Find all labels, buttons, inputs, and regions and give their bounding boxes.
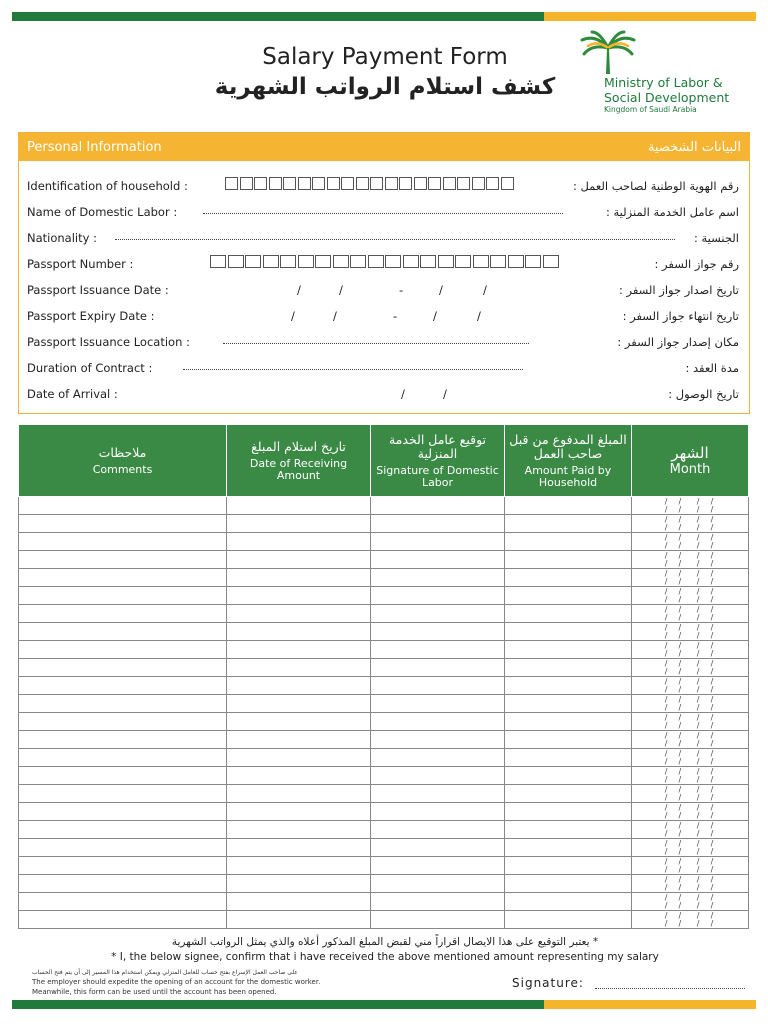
field-passport-location [27,335,739,355]
table-cell[interactable] [505,911,632,929]
table-row [19,821,749,839]
table-cell[interactable] [371,839,505,857]
table-cell[interactable] [19,767,227,785]
table-cell[interactable] [371,569,505,587]
field-label-en: Name of Domestic Labor : [27,205,178,219]
table-cell[interactable] [505,839,632,857]
table-row [19,839,749,857]
table-cell[interactable] [371,731,505,749]
table-cell[interactable] [227,767,371,785]
table-cell[interactable] [19,569,227,587]
month-cell[interactable]: / / / / / / / / [632,821,749,839]
signature-label: Signature: [512,976,584,990]
table-cell[interactable] [19,605,227,623]
bottom-color-bar [12,1000,756,1009]
table-cell[interactable] [505,641,632,659]
table-cell[interactable] [371,641,505,659]
month-cell[interactable]: / / / / / / / / [632,659,749,677]
month-cell[interactable]: / / / / / / / / [632,677,749,695]
table-cell[interactable] [371,785,505,803]
table-cell[interactable] [371,713,505,731]
salary-table [18,424,749,929]
table-row [19,767,749,785]
table-cell[interactable] [227,803,371,821]
table-row [19,551,749,569]
table-cell[interactable] [19,785,227,803]
field-label-en: Passport Expiry Date : [27,309,155,323]
table-cell[interactable] [505,893,632,911]
nationality-line[interactable] [115,239,675,240]
labor-name-line[interactable] [203,213,563,214]
month-cell[interactable]: / / / / / / / / [632,623,749,641]
field-passport-expiry-date: Passport Expiry Date : / / - / / تاريخ انتهاء جواز السفر : [27,309,739,323]
table-row [19,623,749,641]
table-cell[interactable] [19,659,227,677]
table-cell[interactable] [19,803,227,821]
table-cell[interactable] [227,551,371,569]
table-row [19,641,749,659]
table-cell[interactable] [19,623,227,641]
table-cell[interactable] [505,821,632,839]
table-cell[interactable] [505,875,632,893]
table-row [19,515,749,533]
table-cell[interactable] [227,695,371,713]
month-cell[interactable]: / / / / / / / / [632,893,749,911]
table-cell[interactable] [227,659,371,677]
table-cell[interactable] [19,713,227,731]
table-cell[interactable] [227,677,371,695]
field-labor-name [27,205,739,225]
table-row [19,749,749,767]
field-label-ar: اسم عامل الخدمة المنزلية : [605,205,739,219]
field-label-en: Nationality : [27,231,97,245]
table-row [19,713,749,731]
table-cell[interactable] [19,677,227,695]
table-cell[interactable] [371,749,505,767]
table-cell[interactable] [371,587,505,605]
table-cell[interactable] [505,551,632,569]
field-label-ar: رقم الهوية الوطنية لصاحب العمل : [572,179,739,193]
table-cell[interactable] [371,875,505,893]
passport-location-line[interactable] [223,343,529,344]
table-cell[interactable] [227,839,371,857]
month-cell[interactable]: / / / / / / / / [632,695,749,713]
table-row [19,677,749,695]
field-label-ar: مدة العقد : [685,361,739,375]
table-cell[interactable] [19,821,227,839]
contract-duration-line[interactable] [183,369,523,370]
table-cell[interactable] [19,839,227,857]
field-label-ar: تاريخ اصدار جواز السفر : [618,283,739,297]
month-cell[interactable]: / / / / / / / / [632,785,749,803]
table-cell[interactable] [505,767,632,785]
table-row [19,875,749,893]
col-header-month: الشهر Month [632,425,749,497]
table-cell[interactable] [19,533,227,551]
table-cell[interactable] [505,623,632,641]
field-label-en: Passport Issuance Location : [27,335,190,349]
field-household-id [27,179,739,199]
table-cell[interactable] [19,695,227,713]
table-cell[interactable] [505,515,632,533]
month-cell[interactable]: / / / / / / / / [632,749,749,767]
table-cell[interactable] [227,857,371,875]
table-cell[interactable] [505,605,632,623]
col-header-comments: ملاحظات Comments [19,425,227,497]
table-cell[interactable] [19,911,227,929]
table-cell[interactable] [505,497,632,515]
table-cell[interactable] [371,821,505,839]
table-cell[interactable] [19,551,227,569]
small-note-en-2: Meanwhile, this form can be used until the account has been opened. [32,988,277,996]
table-cell[interactable] [505,659,632,677]
month-cell[interactable]: / / / / / / / / [632,713,749,731]
table-cell[interactable] [19,587,227,605]
table-row [19,533,749,551]
table-cell[interactable] [227,875,371,893]
table-row [19,785,749,803]
table-cell[interactable] [371,605,505,623]
personal-info-header [19,133,749,161]
month-cell[interactable]: / / / / / / / / [632,911,749,929]
table-cell[interactable] [371,497,505,515]
table-cell[interactable] [371,893,505,911]
household-id-boxes[interactable] [225,177,515,190]
month-cell[interactable]: / / / / / / / / [632,587,749,605]
table-cell[interactable] [505,587,632,605]
field-label-en: Date of Arrival : [27,387,118,401]
table-cell[interactable] [19,515,227,533]
palm-logo-icon [578,30,638,76]
month-cell[interactable]: / / / / / / / / [632,497,749,515]
page-title-ar: كشف استلام الرواتب الشهرية [214,74,556,100]
table-cell[interactable] [505,785,632,803]
field-passport-number [27,257,739,277]
table-row [19,857,749,875]
table-cell[interactable] [19,641,227,659]
month-cell[interactable]: / / / / / / / / [632,857,749,875]
table-cell[interactable] [19,875,227,893]
table-cell[interactable] [371,857,505,875]
table-row [19,569,749,587]
table-row [19,497,749,515]
table-cell[interactable] [227,605,371,623]
field-label-en: Passport Issuance Date : [27,283,169,297]
table-cell[interactable] [371,695,505,713]
month-cell[interactable]: / / / / / / / / [632,839,749,857]
table-cell[interactable] [227,911,371,929]
month-cell[interactable]: / / / / / / / / [632,605,749,623]
personal-info-title-ar: البيانات الشخصية [647,139,741,155]
month-cell[interactable]: / / / / / / / / [632,533,749,551]
table-cell[interactable] [371,677,505,695]
field-label-ar: الجنسية : [693,231,739,245]
month-cell[interactable]: / / / / / / / / [632,731,749,749]
field-nationality [27,231,739,251]
col-header-amount-paid: المبلغ المدفوع من قبل صاحب العمل Amount Paid by Household [505,425,632,497]
table-cell[interactable] [227,893,371,911]
table-cell[interactable] [227,515,371,533]
table-cell[interactable] [505,731,632,749]
field-date-arrival: Date of Arrival : / / تاريخ الوصول : [27,387,739,401]
table-cell[interactable] [505,533,632,551]
field-label-ar: تاريخ الوصول : [668,387,739,401]
table-row [19,893,749,911]
table-cell[interactable] [505,803,632,821]
small-note-ar: على صاحب العمل الإسراع بفتح حساب للعامل المنزلي ويمكن استخدام هذا المسير إلى أن يتم فتح الحساب [32,969,298,976]
ministry-name: Ministry of Labor & Social Development [604,75,730,105]
page-title-en: Salary Payment Form [262,44,508,70]
kingdom-label: Kingdom of Saudi Arabia [604,105,697,114]
table-row [19,803,749,821]
month-cell[interactable]: / / / / / / / / [632,767,749,785]
table-cell[interactable] [505,713,632,731]
table-cell[interactable] [371,515,505,533]
field-label-ar: مكان إصدار جواز السفر : [617,335,739,349]
table-cell[interactable] [371,551,505,569]
signature-line[interactable] [595,988,745,989]
month-cell[interactable]: / / / / / / / / [632,515,749,533]
table-row [19,695,749,713]
month-cell[interactable]: / / / / / / / / [632,641,749,659]
personal-info-title-en: Personal Information [27,139,162,155]
table-cell[interactable] [505,695,632,713]
table-cell[interactable] [227,821,371,839]
field-passport-issuance-date: Passport Issuance Date : / / - / / تاريخ اصدار جواز السفر : [27,283,739,297]
table-cell[interactable] [371,767,505,785]
field-label-ar: تاريخ انتهاء جواز السفر : [622,309,739,323]
salary-table-body [19,497,749,929]
table-cell[interactable] [227,587,371,605]
field-label-ar: رقم جواز السفر : [654,257,739,271]
table-cell[interactable] [371,803,505,821]
field-label-en: Passport Number : [27,257,134,271]
confirmation-note-ar: * يعتبر التوقيع على هذا الايصال اقراراً مني لقبض المبلغ المذكور أعلاه والذي يمثل الرواتب الشهرية [171,936,599,948]
table-cell[interactable] [227,533,371,551]
table-cell[interactable] [227,497,371,515]
field-contract-duration [27,361,739,381]
table-cell[interactable] [19,731,227,749]
col-header-date-receiving: تاريخ استلام المبلغ Date of Receiving Amount [227,425,371,497]
table-cell[interactable] [371,623,505,641]
table-cell[interactable] [227,785,371,803]
table-row [19,731,749,749]
table-cell[interactable] [227,641,371,659]
passport-number-boxes[interactable] [210,255,560,268]
table-cell[interactable] [227,713,371,731]
month-cell[interactable]: / / / / / / / / [632,569,749,587]
table-cell[interactable] [371,659,505,677]
table-row [19,605,749,623]
table-cell[interactable] [19,497,227,515]
table-cell[interactable] [19,857,227,875]
month-cell[interactable]: / / / / / / / / [632,803,749,821]
table-row [19,911,749,929]
table-cell[interactable] [505,749,632,767]
table-cell[interactable] [371,911,505,929]
table-cell[interactable] [227,569,371,587]
table-row [19,659,749,677]
col-header-signature: توقيع عامل الخدمة المنزلية Signature of Domestic Labor [371,425,505,497]
table-cell[interactable] [371,533,505,551]
table-row [19,587,749,605]
confirmation-note-en: * I, the below signee, confirm that i have received the above mentioned amount representing my salary [111,951,659,963]
table-cell[interactable] [227,731,371,749]
small-note-en-1: The employer should expedite the opening of an account for the domestic worker. [32,978,321,986]
month-cell[interactable]: / / / / / / / / [632,875,749,893]
table-cell[interactable] [227,749,371,767]
field-label-en: Identification of household : [27,179,188,193]
table-cell[interactable] [19,749,227,767]
table-cell[interactable] [505,857,632,875]
month-cell[interactable]: / / / / / / / / [632,551,749,569]
table-cell[interactable] [19,893,227,911]
personal-info-section [18,132,750,414]
table-cell[interactable] [505,677,632,695]
top-color-bar [12,12,756,21]
field-label-en: Duration of Contract : [27,361,153,375]
table-cell[interactable] [227,623,371,641]
table-cell[interactable] [505,569,632,587]
